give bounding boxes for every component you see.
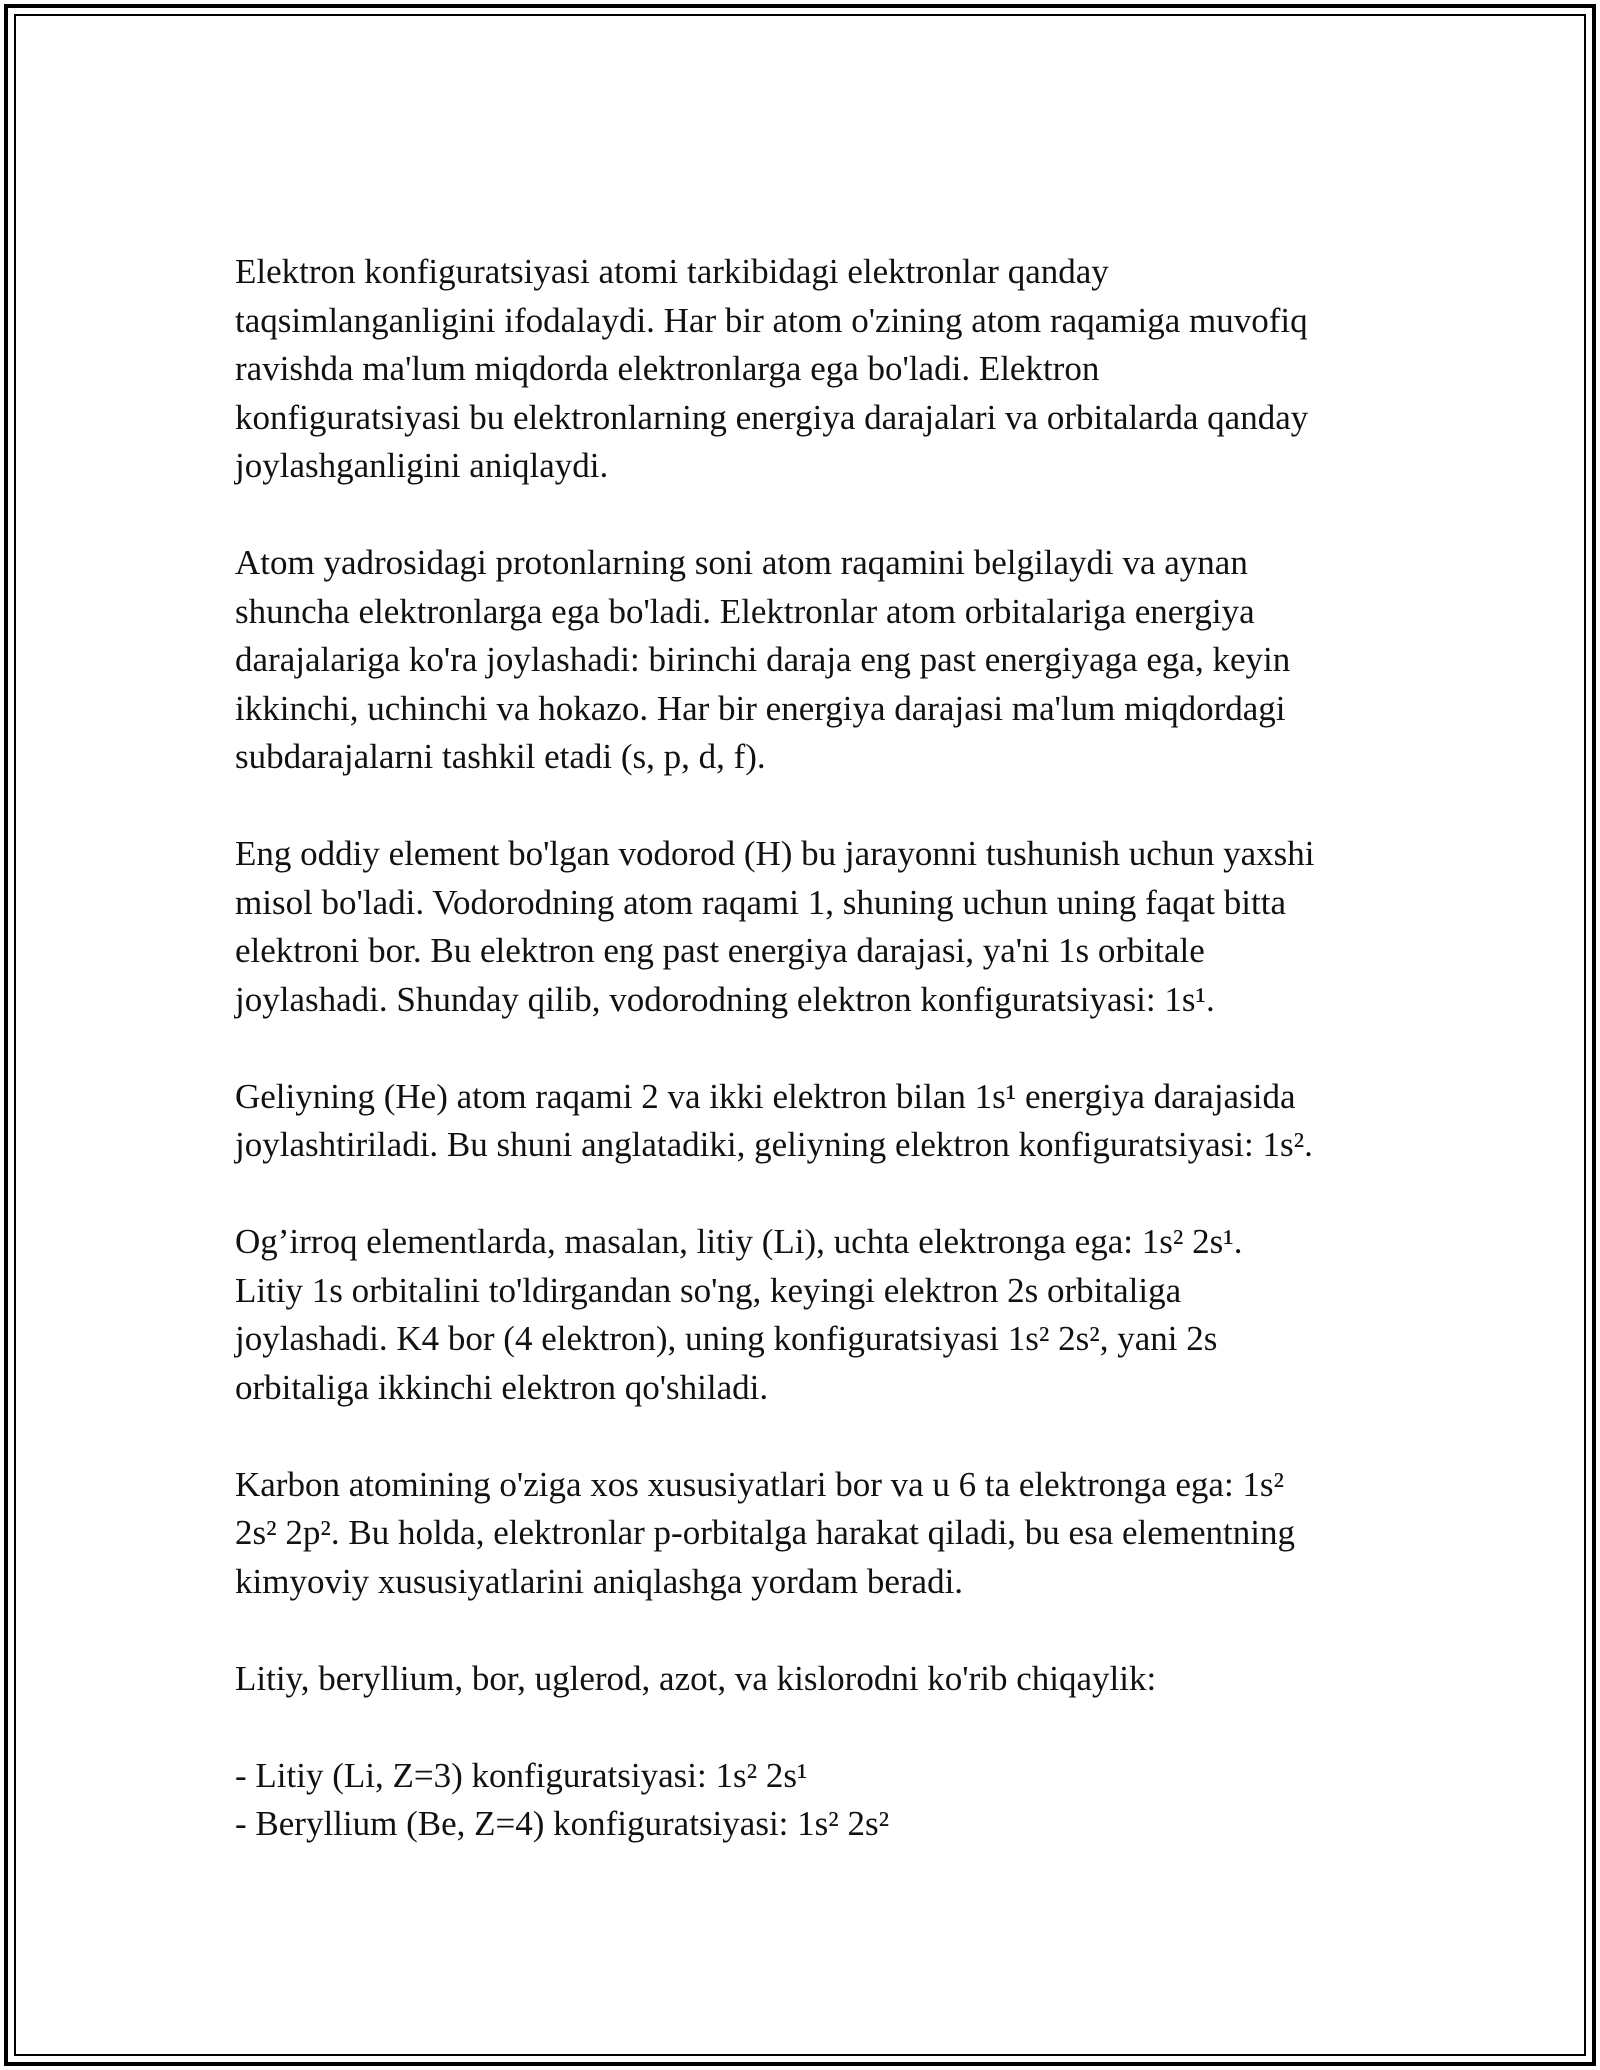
text-line: Litiy, beryllium, bor, uglerod, azot, va kislorodni ko'rib chiqaylik: xyxy=(235,1658,1157,1698)
text-line: Litiy 1s orbitalini to'ldirgandan so'ng, keyingi elektron 2s orbitaliga xyxy=(235,1270,1182,1310)
paragraph-6 xyxy=(235,1461,1375,1607)
text-line: darajalariga ko'ra joylashadi: birinchi daraja eng past energiyaga ega, keyin xyxy=(235,640,1291,679)
text-line: Geliyning (He) atom raqami 2 va ikki elektron bilan 1s¹ energiya darajasida xyxy=(235,1076,1296,1116)
text-line: joylashadi. Shunday qilib, vodorodning elektron konfiguratsiyasi: 1s¹. xyxy=(235,979,1215,1019)
text-line: subdarajalarni tashkil etadi (s, p, d, f). xyxy=(235,737,766,776)
text-line: Atom yadrosidagi protonlarning soni atom raqamini belgilaydi va aynan xyxy=(235,543,1248,582)
text-line: Og’irroq elementlarda, masalan, litiy (Li), uchta elektronga ega: 1s² 2s¹. xyxy=(235,1222,1243,1261)
text-line: joylashadi. K4 bor (4 elektron), uning konfiguratsiyasi 1s² 2s², yani 2s xyxy=(235,1319,1218,1358)
text-line: ikkinchi, uchinchi va hokazo. Har bir energiya darajasi ma'lum miqdordagi xyxy=(235,688,1286,728)
paragraph-1 xyxy=(235,248,1375,491)
text-line: elektroni bor. Bu elektron eng past energiya darajasi, ya'ni 1s orbitale xyxy=(235,931,1205,970)
text-line: Karbon atomining o'ziga xos xususiyatlari bor va u 6 ta elektronga ega: 1s² xyxy=(235,1464,1285,1504)
list-item: - Beryllium (Be, Z=4) konfiguratsiyasi: 1s² 2s² xyxy=(235,1804,890,1843)
text-line: konfiguratsiyasi bu elektronlarning energiya darajalari va orbitalarda qanday xyxy=(235,397,1309,437)
text-line: taqsimlanganligini ifodalaydi. Har bir atom o'zining atom raqamiga muvofiq xyxy=(235,300,1308,340)
text-line: Elektron konfiguratsiyasi atomi tarkibidagi elektronlar qanday xyxy=(235,252,1109,291)
paragraph-7 xyxy=(235,1655,1375,1704)
text-line: kimyoviy xususiyatlarini aniqlashga yordam beradi. xyxy=(235,1561,964,1601)
text-line: 2s² 2p². Bu holda, elektronlar p-orbitalga harakat qiladi, bu esa elementning xyxy=(235,1513,1295,1552)
text-line: orbitaliga ikkinchi elektron qo'shiladi. xyxy=(235,1367,769,1407)
paragraph-4 xyxy=(235,1073,1375,1170)
configuration-list xyxy=(235,1752,1375,1849)
text-line: shuncha elektronlarga ega bo'ladi. Elektronlar atom orbitalariga energiya xyxy=(235,591,1255,631)
text-line: misol bo'ladi. Vodorodning atom raqami 1, shuning uchun uning faqat bitta xyxy=(235,882,1287,922)
list-item: - Litiy (Li, Z=3) konfiguratsiyasi: 1s² 2s¹ xyxy=(235,1755,808,1795)
text-line: ravishda ma'lum miqdorda elektronlarga ega bo'ladi. Elektron xyxy=(235,349,1100,388)
text-line: joylashganligini aniqlaydi. xyxy=(235,446,609,485)
paragraph-2 xyxy=(235,539,1375,782)
paragraph-5 xyxy=(235,1218,1375,1412)
paragraph-3 xyxy=(235,830,1375,1024)
document-body xyxy=(235,248,1375,1849)
text-line: joylashtiriladi. Bu shuni anglatadiki, geliyning elektron konfiguratsiyasi: 1s². xyxy=(235,1125,1313,1164)
text-line: Eng oddiy element bo'lgan vodorod (H) bu jarayonni tushunish uchun yaxshi xyxy=(235,834,1315,873)
